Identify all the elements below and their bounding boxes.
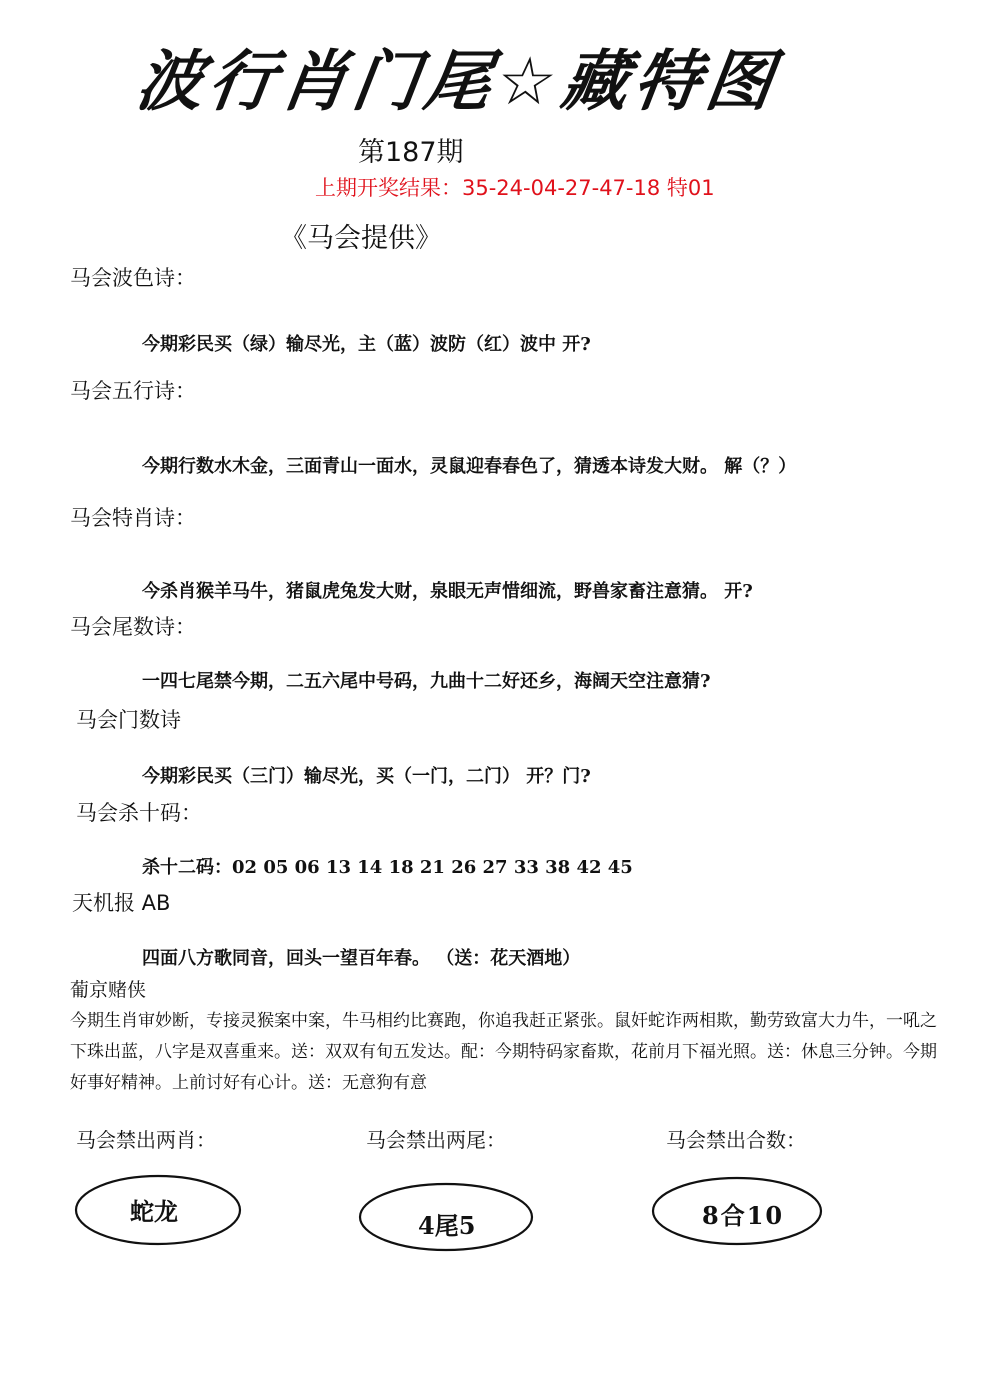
ban-zodiac-value: 蛇龙 — [130, 1197, 178, 1226]
section-heading-tianji: 天机报 AB — [72, 891, 171, 915]
section-text-tianji: 四面八方歌同音，回头一望百年春。 （送：花天酒地） — [142, 948, 581, 969]
section-text-wave-color: 今期彩民买（绿）输尽光，主（蓝）波防（红）波中 开? — [142, 334, 591, 355]
section-heading-kill-numbers: 马会杀十码： — [76, 801, 202, 825]
section-text-gambler: 今期生肖审妙断，专接灵猴案中案，牛马相约比赛跑，你追我赶正紧张。鼠奸蛇诈两相欺，勤劳致富大力牛，一吼之下珠出蓝，八字是双喜重来。送：双双有旬五发达。配：今期特码家畜欺，花前月下福光照。送：休息三分钟。今期好事好精神。上前讨好有心计。送：无意狗有意 — [70, 1011, 937, 1093]
ban-tail-label: 马会禁出两尾： — [366, 1128, 506, 1152]
section-text-gate-number: 今期彩民买（三门）输尽光，买（一门，二门） 开？门? — [142, 766, 591, 787]
section-heading-gate-number: 马会门数诗 — [76, 708, 181, 732]
section-heading-wave-color: 马会波色诗： — [70, 266, 196, 290]
section-text-five-elements: 今期行数水木金，三面青山一面水，灵鼠迎春春色了，猜透本诗发大财。 解（？） — [142, 456, 797, 477]
section-heading-gambler: 葡京赌侠 — [70, 979, 147, 1001]
ban-sum-label: 马会禁出合数： — [666, 1128, 806, 1152]
ban-zodiac-label: 马会禁出两肖： — [76, 1128, 216, 1152]
last-draw-result: 上期开奖结果：35-24-04-27-47-18 特01 — [315, 176, 715, 200]
provider-label: 《马会提供》 — [280, 223, 442, 254]
section-text-special-zodiac: 今杀肖猴羊马牛，猪鼠虎兔发大财，泉眼无声惜细流，野兽家畜注意猜。 开? — [142, 581, 753, 602]
page-title: 波行肖门尾☆藏特图 — [131, 43, 784, 120]
ban-sum-value: 8合10 — [702, 1201, 785, 1230]
section-text-tail-number: 一四七尾禁今期，二五六尾中号码，九曲十二好还乡，海阔天空注意猜? — [142, 671, 711, 692]
ban-tail-value: 4尾5 — [418, 1211, 476, 1240]
section-text-kill-numbers: 杀十二码：02 05 06 13 14 18 21 26 27 33 38 42 45 — [142, 857, 633, 878]
section-heading-tail-number: 马会尾数诗： — [70, 615, 196, 639]
section-heading-special-zodiac: 马会特肖诗： — [70, 506, 196, 530]
section-heading-five-elements: 马会五行诗： — [70, 379, 196, 403]
issue-number: 第187期 — [358, 137, 464, 168]
